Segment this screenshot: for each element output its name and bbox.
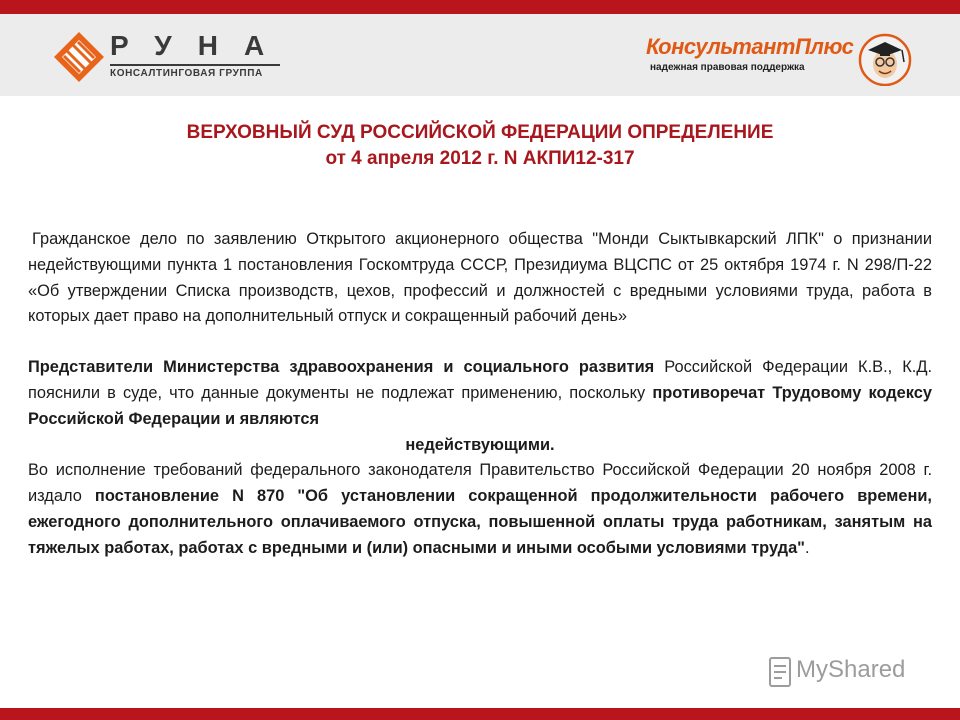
runa-diamond-icon (52, 30, 106, 84)
runa-subtitle: КОНСАЛТИНГОВАЯ ГРУППА (110, 68, 263, 79)
contradiction-statement: противоречат Трудовому кодексу Российской Федерации и являются (28, 383, 932, 428)
consultant-plus-subtitle: надежная правовая поддержка (650, 62, 805, 73)
bottom-accent-bar (0, 708, 960, 720)
paragraph-government (28, 458, 932, 561)
slide-header (0, 14, 960, 96)
professor-mascot-icon (858, 32, 912, 86)
paragraph-ministry (28, 355, 932, 432)
invalid-statement: недействующими. (405, 435, 555, 454)
runa-logo (52, 26, 302, 88)
ministry-representatives: Представители Министерства здравоохранения и социального развития (28, 358, 655, 377)
runa-brand-letters: РУНА (110, 30, 291, 61)
ministry-text: Российской Федерации К.В., К.Д. пояснили в суде, что данные документы не подлежат применению, поскольку (28, 358, 933, 402)
government-end: . (804, 538, 810, 557)
consultant-plus-title: КонсультантПлюс (646, 34, 854, 59)
consultant-plus-logo (640, 26, 920, 88)
document-title (60, 120, 900, 172)
government-text: Во исполнение требований федерального законодателя Правительство Российской Федерации 20 ноября 2008 г. издало (28, 461, 932, 506)
resolution-870: постановление N 870 "Об установлении сокращенной продолжительности рабочего времени, ежегодного дополнительного оплачиваемого отпуска, повышенной оплаты труда работникам, занятым на тяжелых работах, работах с вредными и (или) опасными и иными особыми условиями труда" (28, 487, 932, 557)
watermark-text: MyShared (796, 656, 906, 683)
runa-divider (110, 64, 280, 66)
top-accent-bar (0, 0, 960, 14)
myshared-watermark (768, 652, 938, 708)
paragraph-ministry-end (28, 433, 932, 459)
paragraph-case: Гражданское дело по заявлению Открытого акционерного общества "Монди Сыктывкарский ЛПК" о признании недействующими пункта 1 постановления Госкомтруда СССР, Президиума ВЦСПС от 25 октября 1974 г. N 298/П-22 «Об утверждении Списка производств, цехов, профессий и должностей с вредными условиями труда, работа в которых дает право на дополнительный отпуск и сокращенный рабочий день» (28, 230, 932, 326)
myshared-logo-icon (768, 656, 794, 690)
title-line-1: ВЕРХОВНЫЙ СУД РОССИЙСКОЙ ФЕДЕРАЦИИ ОПРЕДЕЛЕНИЕ (186, 122, 774, 143)
title-line-2: от 4 апреля 2012 г. N АКПИ12-317 (325, 148, 635, 169)
document-body (28, 227, 932, 562)
